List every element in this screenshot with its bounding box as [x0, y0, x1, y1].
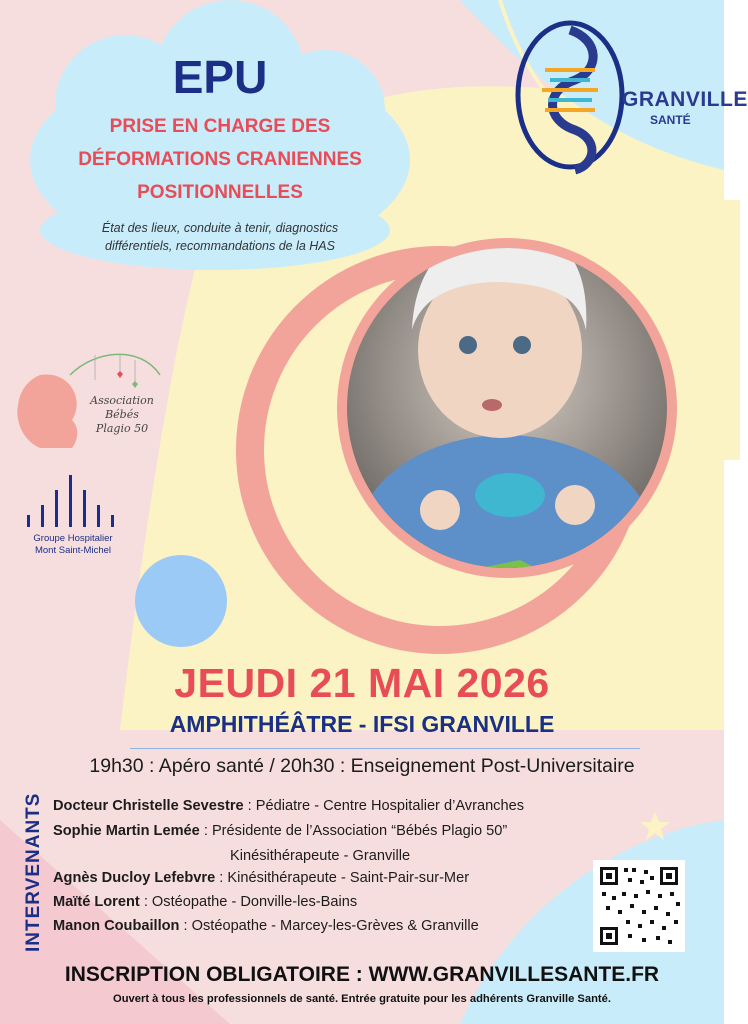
association-line-2: Bébés	[105, 408, 139, 421]
event-type-title: EPU	[172, 51, 268, 103]
hospital-group-line-2: Mont Saint-Michel	[34, 545, 112, 556]
speaker-3-name: Agnès Ducloy Lefebvre	[53, 870, 216, 886]
description-line-2: différentiels, recommandations de la HAS	[105, 239, 335, 253]
event-date: JEUDI 21 MAI 2026	[174, 660, 550, 706]
event-venue: AMPHITHÉÂTRE - IFSI GRANVILLE	[169, 711, 555, 737]
speaker-2-name: Sophie Martin Lemée	[53, 823, 200, 839]
bars-logo-icon	[27, 475, 114, 527]
subtitle-line-3: POSITIONNELLES	[137, 182, 303, 203]
subtitle-line-2: DÉFORMATIONS CRANIENNES	[78, 149, 362, 170]
speaker-3	[53, 870, 469, 886]
baby-profile-icon	[17, 374, 77, 448]
event-schedule: 19h30 : Apéro santé / 20h30 : Enseignement Post-Universitaire	[89, 755, 635, 777]
speaker-1-name: Docteur Christelle Sevestre	[53, 798, 244, 814]
hospital-group-line-1: Groupe Hospitalier	[33, 533, 113, 544]
venue-divider	[130, 748, 640, 749]
speaker-1-role: : Pédiatre - Centre Hospitalier d’Avranches	[243, 798, 525, 814]
speaker-4-role: : Ostéopathe - Donville-les-Bains	[139, 894, 358, 910]
speakers-label-text: INTERVENANTS	[23, 792, 44, 952]
association-line-1: Association	[90, 394, 154, 407]
speaker-5-role: : Ostéopathe - Marcey-les-Grèves & Granville	[179, 918, 479, 934]
organizer-tagline: SANTÉ	[650, 113, 691, 127]
qr-code	[593, 860, 685, 952]
speaker-5-name: Manon Coubaillon	[53, 918, 180, 934]
association-line-3: Plagio 50	[95, 422, 149, 435]
description-line-1: État des lieux, conduite à tenir, diagnostics	[101, 221, 339, 235]
footer-note: Ouvert à tous les professionnels de santé. Entrée gratuite pour les adhérents Granville Santé.	[113, 993, 611, 1005]
blue-dot-decoration	[135, 555, 227, 647]
speaker-2-role-cont: Kinésithérapeute - Granville	[230, 848, 411, 864]
mobile-decoration	[95, 355, 138, 388]
speakers-label	[23, 793, 45, 952]
registration-link[interactable]: INSCRIPTION OBLIGATOIRE : WWW.GRANVILLESANTE.FR	[64, 963, 660, 986]
organizer-name: GRANVILLE	[622, 88, 748, 111]
speaker-2	[53, 823, 507, 839]
speaker-4	[53, 894, 357, 910]
speaker-5	[53, 918, 479, 934]
speaker-1	[53, 798, 524, 814]
speaker-2-role: : Présidente de l’Association “Bébés Plagio 50”	[199, 823, 508, 839]
assoc-arc	[70, 354, 160, 375]
speaker-4-name: Maïté Lorent	[53, 894, 140, 910]
speaker-3-role: : Kinésithérapeute - Saint-Pair-sur-Mer	[215, 870, 470, 886]
subtitle-line-1: PRISE EN CHARGE DES	[109, 116, 331, 137]
